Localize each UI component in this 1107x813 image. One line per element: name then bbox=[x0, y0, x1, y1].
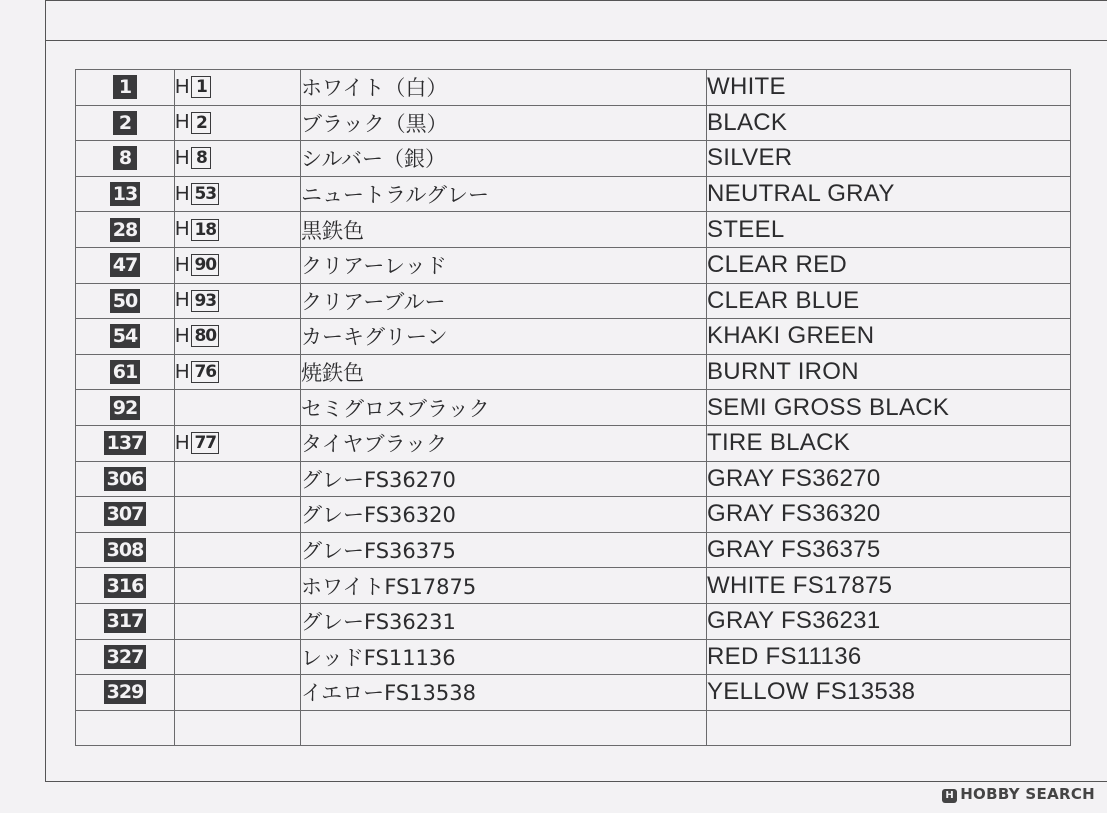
h-code-number: 93 bbox=[191, 290, 219, 312]
japanese-name: グレーFS36320 bbox=[301, 497, 707, 533]
table-row bbox=[76, 247, 1071, 283]
english-name bbox=[707, 710, 1071, 746]
h-code-letter: H bbox=[175, 111, 190, 134]
h-code-cell bbox=[175, 568, 301, 604]
color-number-badge: 1 bbox=[113, 75, 137, 99]
japanese-name: グレーFS36231 bbox=[301, 603, 707, 639]
h-code-cell bbox=[175, 319, 301, 355]
english-name: NEUTRAL GRAY bbox=[707, 176, 1071, 212]
h-code-cell bbox=[175, 675, 301, 711]
table-row bbox=[76, 675, 1071, 711]
h-code-number: 1 bbox=[191, 76, 211, 98]
table-row bbox=[76, 532, 1071, 568]
color-number-cell bbox=[76, 710, 175, 746]
color-number-badge: 47 bbox=[110, 253, 140, 277]
header-divider bbox=[45, 40, 1107, 41]
english-name: GRAY FS36375 bbox=[707, 532, 1071, 568]
table-row bbox=[76, 425, 1071, 461]
h-code-cell bbox=[175, 425, 301, 461]
h-code-number: 76 bbox=[191, 361, 219, 383]
h-code-letter: H bbox=[175, 360, 190, 383]
table-row bbox=[76, 354, 1071, 390]
color-number-cell bbox=[76, 319, 175, 355]
english-name: RED FS11136 bbox=[707, 639, 1071, 675]
japanese-name: レッドFS11136 bbox=[301, 639, 707, 675]
color-number-badge: 13 bbox=[110, 182, 140, 206]
color-number-badge: 92 bbox=[110, 396, 140, 420]
color-number-badge: 28 bbox=[110, 218, 140, 242]
h-code-number: 2 bbox=[191, 112, 211, 134]
color-number-badge: 327 bbox=[104, 645, 147, 669]
color-number-badge: 8 bbox=[113, 146, 137, 170]
h-code-cell bbox=[175, 497, 301, 533]
color-number-cell bbox=[76, 603, 175, 639]
h-code-cell bbox=[175, 283, 301, 319]
table-row bbox=[76, 70, 1071, 106]
japanese-name: カーキグリーン bbox=[301, 319, 707, 355]
color-number-cell bbox=[76, 247, 175, 283]
japanese-name: グレーFS36375 bbox=[301, 532, 707, 568]
english-name: SILVER bbox=[707, 141, 1071, 177]
h-code-cell bbox=[175, 461, 301, 497]
h-code-cell bbox=[175, 390, 301, 426]
color-number-badge: 306 bbox=[104, 467, 147, 491]
color-number-cell bbox=[76, 105, 175, 141]
english-name: BLACK bbox=[707, 105, 1071, 141]
h-code-number: 80 bbox=[191, 325, 219, 347]
japanese-name: 黒鉄色 bbox=[301, 212, 707, 248]
color-number-badge: 316 bbox=[104, 574, 147, 598]
table-row bbox=[76, 461, 1071, 497]
table-row bbox=[76, 710, 1071, 746]
table-row bbox=[76, 212, 1071, 248]
color-number-cell bbox=[76, 675, 175, 711]
color-number-badge: 2 bbox=[113, 111, 137, 135]
japanese-name: タイヤブラック bbox=[301, 425, 707, 461]
color-number-cell bbox=[76, 176, 175, 212]
h-code-cell bbox=[175, 212, 301, 248]
japanese-name: クリアーレッド bbox=[301, 247, 707, 283]
watermark-text: HOBBY SEARCH bbox=[960, 785, 1095, 803]
english-name: CLEAR RED bbox=[707, 247, 1071, 283]
color-number-badge: 308 bbox=[104, 538, 147, 562]
h-code-number: 8 bbox=[191, 147, 211, 169]
table-row bbox=[76, 176, 1071, 212]
japanese-name: グレーFS36270 bbox=[301, 461, 707, 497]
table-row bbox=[76, 603, 1071, 639]
table-row bbox=[76, 390, 1071, 426]
h-code-letter: H bbox=[175, 253, 190, 276]
h-code-cell bbox=[175, 603, 301, 639]
h-code-letter: H bbox=[175, 324, 190, 347]
color-number-cell bbox=[76, 497, 175, 533]
watermark bbox=[942, 785, 1095, 803]
table-row bbox=[76, 319, 1071, 355]
h-code-number: 90 bbox=[191, 254, 219, 276]
color-number-badge: 137 bbox=[104, 431, 147, 455]
h-code-letter: H bbox=[175, 146, 190, 169]
h-code-letter: H bbox=[175, 289, 190, 312]
h-code-cell bbox=[175, 710, 301, 746]
japanese-name: クリアーブルー bbox=[301, 283, 707, 319]
color-number-cell bbox=[76, 212, 175, 248]
japanese-name: 焼鉄色 bbox=[301, 354, 707, 390]
english-name: WHITE bbox=[707, 70, 1071, 106]
h-code-number: 53 bbox=[191, 183, 219, 205]
japanese-name: ブラック（黒） bbox=[301, 105, 707, 141]
english-name: WHITE FS17875 bbox=[707, 568, 1071, 604]
color-number-cell bbox=[76, 70, 175, 106]
color-number-cell bbox=[76, 568, 175, 604]
color-number-cell bbox=[76, 461, 175, 497]
h-code-letter: H bbox=[175, 182, 190, 205]
color-number-cell bbox=[76, 390, 175, 426]
english-name: GRAY FS36270 bbox=[707, 461, 1071, 497]
english-name: KHAKI GREEN bbox=[707, 319, 1071, 355]
h-code-cell bbox=[175, 532, 301, 568]
color-number-badge: 54 bbox=[110, 324, 140, 348]
japanese-name: ホワイト（白） bbox=[301, 70, 707, 106]
english-name: GRAY FS36231 bbox=[707, 603, 1071, 639]
h-code-cell bbox=[175, 176, 301, 212]
japanese-name: イエローFS13538 bbox=[301, 675, 707, 711]
table-row bbox=[76, 283, 1071, 319]
h-code-letter: H bbox=[175, 75, 190, 98]
h-code-cell bbox=[175, 354, 301, 390]
color-number-cell bbox=[76, 425, 175, 461]
english-name: SEMI GROSS BLACK bbox=[707, 390, 1071, 426]
table-row bbox=[76, 105, 1071, 141]
table-row bbox=[76, 141, 1071, 177]
english-name: STEEL bbox=[707, 212, 1071, 248]
table-row bbox=[76, 639, 1071, 675]
table-row bbox=[76, 568, 1071, 604]
color-number-cell bbox=[76, 283, 175, 319]
english-name: BURNT IRON bbox=[707, 354, 1071, 390]
h-code-cell bbox=[175, 105, 301, 141]
color-number-badge: 329 bbox=[104, 680, 147, 704]
hobby-search-logo-icon: H bbox=[942, 789, 957, 803]
h-code-cell bbox=[175, 141, 301, 177]
color-number-cell bbox=[76, 639, 175, 675]
color-number-cell bbox=[76, 141, 175, 177]
japanese-name: ホワイトFS17875 bbox=[301, 568, 707, 604]
japanese-name: セミグロスブラック bbox=[301, 390, 707, 426]
h-code-number: 18 bbox=[191, 219, 219, 241]
color-number-cell bbox=[76, 354, 175, 390]
english-name: CLEAR BLUE bbox=[707, 283, 1071, 319]
english-name: YELLOW FS13538 bbox=[707, 675, 1071, 711]
color-number-badge: 61 bbox=[110, 360, 140, 384]
table-row bbox=[76, 497, 1071, 533]
english-name: GRAY FS36320 bbox=[707, 497, 1071, 533]
paint-color-table bbox=[75, 69, 1071, 746]
h-code-letter: H bbox=[175, 218, 190, 241]
japanese-name bbox=[301, 710, 707, 746]
color-number-badge: 317 bbox=[104, 609, 147, 633]
h-code-cell bbox=[175, 70, 301, 106]
h-code-cell bbox=[175, 247, 301, 283]
color-number-badge: 50 bbox=[110, 289, 140, 313]
color-number-badge: 307 bbox=[104, 502, 147, 526]
english-name: TIRE BLACK bbox=[707, 425, 1071, 461]
japanese-name: シルバー（銀） bbox=[301, 141, 707, 177]
h-code-cell bbox=[175, 639, 301, 675]
japanese-name: ニュートラルグレー bbox=[301, 176, 707, 212]
h-code-letter: H bbox=[175, 431, 190, 454]
h-code-number: 77 bbox=[191, 432, 219, 454]
color-number-cell bbox=[76, 532, 175, 568]
